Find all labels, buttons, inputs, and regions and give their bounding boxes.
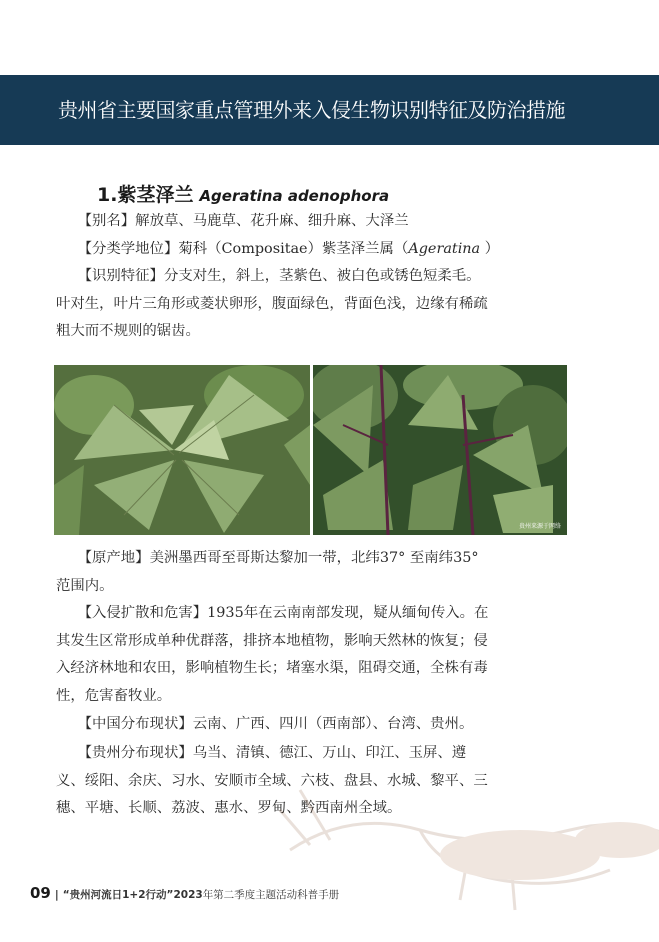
invasion-label: 【入侵扩散和危害】: [84, 605, 208, 621]
footer-bold-part: 1+2: [122, 889, 146, 901]
alias-label: 【别名】: [84, 213, 136, 229]
china-dist-label: 【中国分布现状】: [84, 716, 193, 732]
footer-separator: |: [54, 889, 59, 901]
page-number: 09: [30, 884, 51, 902]
invasion-line4: 性，危害畜牧业。: [56, 687, 172, 704]
latin-name: Ageratina adenophora: [199, 187, 390, 205]
guizhou-dist-line3: 穗、平塘、长顺、荔波、惠水、罗甸、黔西南州全域。: [56, 800, 402, 816]
invasion-line1: 1935年在云南南部发现，疑从缅甸传入。在: [207, 605, 489, 621]
plant-photo-right: [313, 365, 567, 535]
china-distribution-paragraph: [56, 711, 556, 739]
taxonomy-text-b: ）: [480, 241, 500, 257]
invasion-paragraph: [56, 600, 556, 710]
taxonomy-paragraph: [56, 236, 556, 264]
guizhou-dist-line1: 乌当、清镇、德江、万山、印江、玉屏、遵: [192, 745, 467, 761]
photo-watermark: 贵州来源于网络: [518, 523, 561, 530]
guizhou-dist-line2: 义、绥阳、余庆、习水、安顺市全域、六枝、盘县、水城、黎平、三: [56, 772, 488, 789]
china-dist-text: 云南、广西、四川（西南部）、台湾、贵州。: [192, 716, 474, 732]
footer-year: 2023: [173, 889, 203, 901]
origin-line2: 范围内。: [56, 577, 114, 594]
section-title: 1.紫茎泽兰: [97, 184, 194, 206]
alias-text: 解放草、马鹿草、花升麻、细升麻、大泽兰: [135, 213, 409, 229]
invasion-line2: 其发生区常形成单种优群落，排挤本地植物，影响天然林的恢复；侵: [56, 632, 488, 649]
leaf-illustration-right: [313, 365, 567, 535]
footer-rest: 年第二季度主题活动科普手册: [202, 889, 340, 901]
leaf-illustration-left: [54, 365, 310, 535]
taxonomy-label: 【分类学地位】: [84, 241, 179, 257]
features-line1: 分支对生，斜上，茎紫色、被白色或锈色短柔毛。: [163, 268, 481, 284]
features-paragraph: [56, 263, 556, 346]
page-header-title: 贵州省主要国家重点管理外来入侵生物识别特征及防治措施: [58, 98, 565, 122]
invasion-line3: 入经济林地和农田，影响植物生长；堵塞水渠，阻碍交通，全株有毒: [56, 660, 488, 676]
taxonomy-text-a: 菊科（Compositae）紫茎泽兰属（: [178, 241, 409, 257]
features-line2: 叶对生，叶片三角形或菱状卵形，腹面绿色，背面色浅，边缘有稀疏: [56, 295, 488, 312]
guizhou-dist-label: 【贵州分布现状】: [84, 745, 193, 761]
footer-quote-open: “贵州河流日: [62, 889, 123, 901]
origin-paragraph: [56, 545, 556, 600]
features-label: 【识别特征】: [84, 268, 164, 284]
origin-line1: 美洲墨西哥至哥斯达黎加一带，北纬37° 至南纬35°: [149, 550, 479, 566]
origin-label: 【原产地】: [84, 550, 150, 566]
photo-row: [54, 365, 567, 535]
plant-photo-left: [54, 365, 310, 535]
features-line3: 粗大而不规则的锯齿。: [56, 323, 200, 339]
taxonomy-genus: Ageratina: [408, 241, 481, 257]
section-heading: [97, 180, 389, 207]
alias-paragraph: [56, 208, 556, 236]
footer-quote-mid: 行动”: [145, 889, 174, 901]
page-footer: [30, 884, 339, 902]
